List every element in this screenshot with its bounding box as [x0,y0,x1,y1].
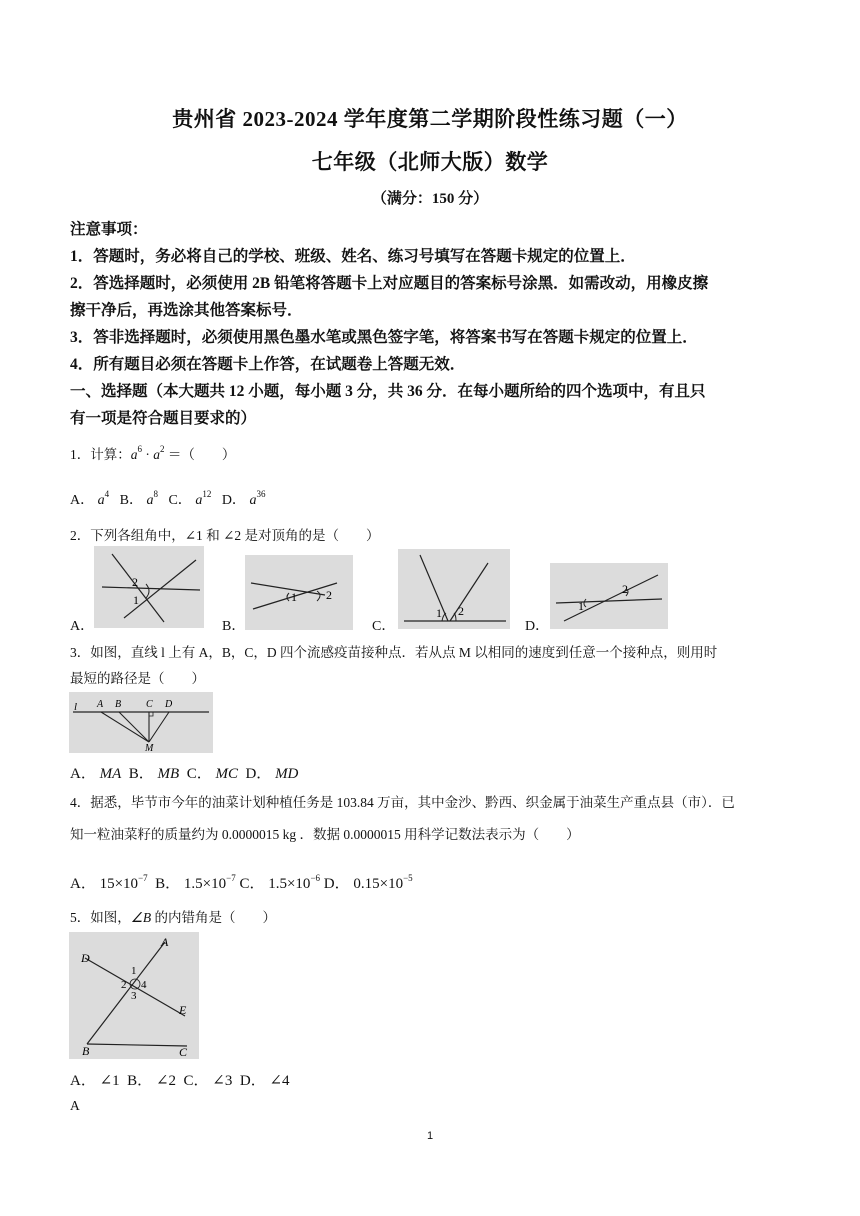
fig-label: M [145,743,154,753]
fig-label: 4 [141,979,147,991]
q5-figure [69,932,199,1059]
page-number: 1 [426,1130,434,1142]
question-1-options [70,489,265,509]
option-a[interactable]: A． $a^4$ [70,489,110,508]
fig-label: 2 [132,575,138,589]
fig-label: 2 [622,582,628,596]
option-d[interactable]: D． $a^{36}$ [221,489,266,508]
question-3-stem-cont: 最短的路径是（ ） [70,671,205,686]
fig-label: 1 [131,965,137,977]
question-4-stem-cont: 知一粒油菜籽的质量约为 0.0000015 kg ．数据 0.0000015 用科学记数法表示为（ ） [70,827,580,842]
fig-label: 1 [578,599,584,613]
fig-label: E [179,1003,187,1017]
fig-label: C [146,699,153,710]
question-1-stem: 1．计算：$a^6 \cdot a^2$ ＝（ ） [70,444,236,462]
option-b[interactable]: B． $1.5\times 10^{-7}$ [155,873,236,892]
option-c[interactable]: C． ∠3 [183,1073,233,1089]
option-b[interactable]: B． $a^8$ [119,489,158,508]
fig-label: 2 [121,979,127,991]
fig-label: D [81,951,90,965]
notice-item-1: 1．答题时，务必将自己的学校、班级、姓名、练习号填写在答题卡规定的位置上． [70,248,636,265]
option-c[interactable]: C． MC [186,766,238,782]
q2-option-c-label[interactable]: C． [372,619,396,634]
exam-subtitle: 七年级（北师大版）数学 [311,150,549,174]
full-score: （满分：150 分） [371,191,489,207]
q2-figure-b [245,555,353,630]
q2-figure-c [398,549,510,629]
fig-label: 1 [291,590,297,604]
question-5-options [70,1069,290,1090]
question-4-stem: 4．据悉，毕节市今年的油菜计划种植任务是 103.84 万亩，其中金沙、黔西、织金属于油菜生产重点县（市）．已 [70,795,735,810]
q2-option-d-label[interactable]: D． [525,619,550,634]
question-3-options [70,762,298,783]
question-4-options [70,872,413,893]
q2-figure-d [550,563,668,629]
q2-option-b-label[interactable]: B． [222,619,246,634]
q2-option-a-label[interactable]: A． [70,619,95,634]
fig-label: 3 [131,990,137,1002]
q3-figure [69,692,213,753]
fig-label: A [97,699,104,710]
q2-figure-a [94,546,204,628]
option-a[interactable]: A． MA [70,766,122,782]
fig-label: 2 [326,588,332,602]
fig-label: 1 [133,593,139,607]
notice-item-2: 2．答选择题时，必须使用 2B 铅笔将答题卡上对应题目的答案标号涂黑．如需改动，用橡皮擦 [70,275,709,292]
question-3-stem: 3．如图，直线 l 上有 A，B，C，D 四个流感疫苗接种点．若从点 M 以相同的速度到任意一个接种点，则用时 [70,645,718,660]
option-b[interactable]: B． ∠2 [127,1073,177,1089]
notice-item-3: 3．答非选择题时，必须使用黑色墨水笔或黑色签字笔，将答案书写在答题卡规定的位置上． [70,329,698,346]
fig-label: 2 [458,604,464,618]
fig-label: C [179,1045,188,1059]
notice-item-2-cont: 擦干净后，再选涂其他答案标号． [70,302,303,319]
option-d[interactable]: D． $0.15\times 10^{-5}$ [323,873,413,892]
fig-label: 1 [436,606,442,620]
fig-label: B [115,699,122,710]
section-1-heading: 一、选择题（本大题共 12 小题，每小题 3 分，共 36 分．在每小题所给的四个选项中，有且只 [70,383,706,400]
option-c[interactable]: C． $1.5\times 10^{-6}$ [239,873,321,892]
option-d[interactable]: D． MD [245,766,299,782]
fig-label: l [74,701,78,713]
fig-label: D [165,699,173,710]
notice-heading: 注意事项： [70,221,148,238]
fig-label: B [82,1044,90,1058]
question-2-stem: 2．下列各组角中，∠1 和 ∠2 是对顶角的是（ ） [70,528,380,543]
option-a[interactable]: A． $15\times 10^{-7}$ [70,873,148,892]
option-b[interactable]: B． MB [128,766,180,782]
notice-item-4: 4．所有题目必须在答题卡上作答，在试题卷上答题无效． [70,356,466,373]
question-5-stem: 5．如图，∠B 的内错角是（ ） [70,910,276,925]
fig-label: A [161,935,169,949]
section-1-heading-cont: 有一项是符合题目要求的） [70,410,257,427]
question-5-answer: A [70,1098,80,1113]
option-a[interactable]: A． ∠1 [70,1073,120,1089]
option-d[interactable]: D． ∠4 [239,1073,290,1089]
exam-title: 贵州省 2023-2024 学年度第二学期阶段性练习题（一） [172,107,688,131]
option-c[interactable]: C． $a^{12}$ [168,489,212,508]
